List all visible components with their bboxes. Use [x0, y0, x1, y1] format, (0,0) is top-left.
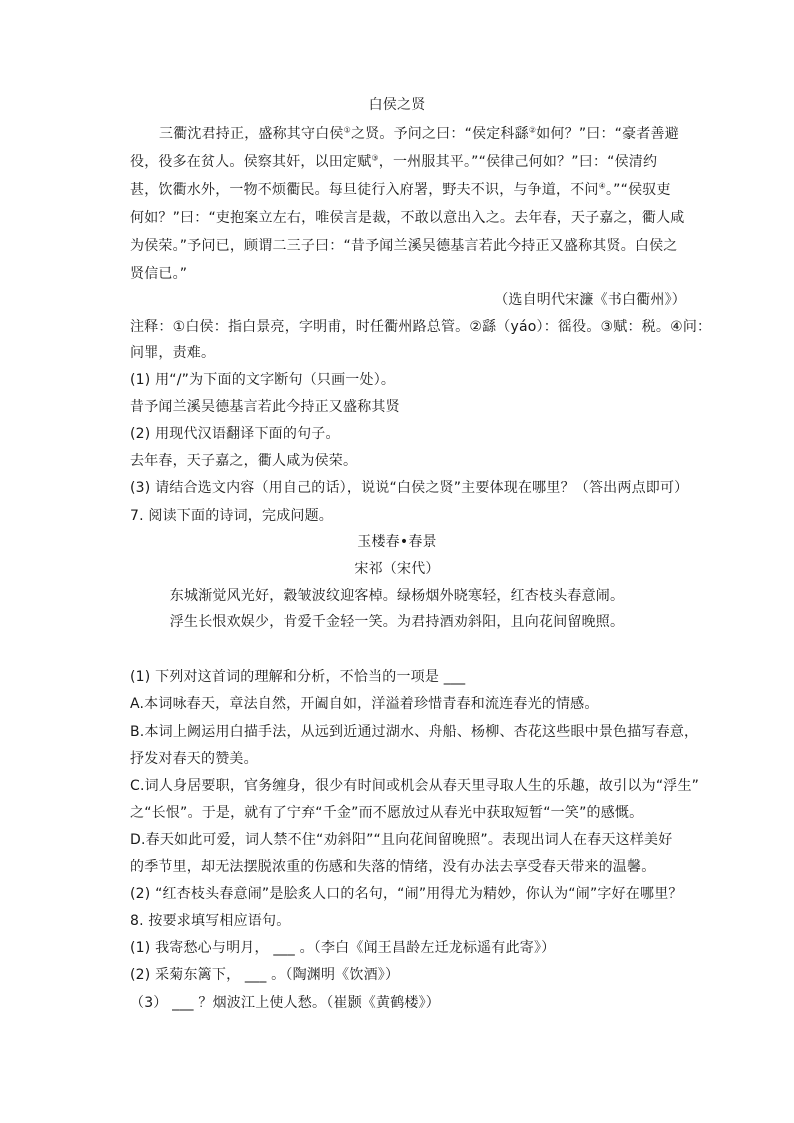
q7-option-b-cont: 抒发对春天的赞美。 — [130, 751, 258, 767]
q8-item-1: (1) 我寄愁心与明月， ___ 。（李白《闻王昌龄左迁龙标遥有此寄》） — [130, 940, 556, 956]
passage-line-3 — [130, 180, 671, 200]
q7-heading: 7. 阅读下面的诗词，完成问题。 — [130, 508, 334, 524]
poem-title: 玉楼春•春景 — [357, 534, 437, 550]
q7-option-c: C.词人身居要职，官务缠身，很少有时间或机会从春天里寻取人生的乐趣，故引以为“浮生” — [130, 778, 700, 794]
q7-sub1: (1) 下列对这首词的理解和分析，不恰当的一项是 ___ — [130, 669, 466, 685]
q8-item-2: (2) 采菊东篱下， ___ 。（陶渊明《饮酒》） — [130, 967, 400, 983]
text-span: 三衢沈君持正，盛称其守白侯 — [159, 126, 344, 142]
note-marker: ① — [343, 125, 351, 135]
q7-option-c-cont: 之“长恨”。于是，就有了宁弃“千金”而不愿放过从春光中获取短暂“一笑”的感慨。 — [130, 805, 644, 821]
q6-sub3: (3) 请结合选文内容（用自己的话），说说“白侯之贤”主要体现在哪里？（答出两点即可） — [130, 480, 689, 496]
q6-sub2-text: 去年春，天子嘉之，衢人咸为侯荣。 — [130, 453, 358, 469]
passage-line-5: 为侯荣。”予问已，顾谓二三子曰：“昔予闻兰溪吴德基言若此今持正又盛称其贤。白侯之 — [130, 238, 678, 254]
passage-line-6: 贤信已。” — [130, 266, 188, 282]
passage-title: 白侯之贤 — [368, 97, 426, 113]
passage-line-4: 何如？”曰：“吏抱案立左右，唯侯言是裁，不敢以意出入之。去年春，天子嘉之，衢人咸 — [130, 210, 685, 226]
note-marker: ③ — [371, 153, 379, 163]
note-marker: ② — [528, 125, 537, 135]
notes-line-2: 问罪，责难。 — [130, 345, 216, 361]
q8-item-3: （3） ___ ？烟波江上使人愁。（崔颢《黄鹤楼》） — [130, 995, 441, 1011]
text-span: 役，役多在贫人。侯察其奸，以田定赋 — [130, 154, 372, 170]
q7-option-b: B.本词上阙运用白描手法，从远到近通过湖水、舟船、杨柳、杏花这些眼中景色描写春意， — [130, 724, 699, 740]
poem-line-2: 浮生长恨欢娱少，肯爱千金轻一笑。为君持酒劝斜阳，且向花间留晚照。 — [169, 614, 625, 630]
text-span: 之贤。予问之曰：“侯定科繇 — [350, 126, 529, 142]
passage-source: （选自明代宋濂《书白衢州》） — [494, 292, 686, 308]
notes-line-1: 注释：①白侯：指白景亮，字明甫，时任衢州路总管。②繇（yáo）：徭役。③赋：税。④问： — [130, 319, 712, 335]
q7-option-d: D.春天如此可爱，词人禁不住“劝斜阳”“且向花间留晚照”。表现出词人在春天这样美好 — [130, 832, 673, 848]
text-span: ，一州服其平。”“侯律己何如？”曰：“侯清约 — [378, 154, 658, 170]
q6-sub1: (1) 用“/”为下面的文字断句（只画一处）。 — [130, 372, 396, 388]
passage-line-2 — [130, 152, 657, 172]
text-span: 。”“侯驭吏 — [605, 182, 671, 198]
q8-heading: 8. 按要求填写相应语句。 — [130, 913, 291, 929]
text-span: 甚，饮衢水外，一物不烦衢民。每旦徒行入府署，野夫不识，与争道，不问 — [130, 182, 599, 198]
poem-line-1: 东城渐觉风光好，縠皱波纹迎客棹。绿杨烟外晓寒轻，红杏枝头春意闹。 — [169, 588, 625, 604]
text-span: 如何？”曰：“豪者善避 — [536, 126, 679, 142]
poem-author: 宋祁（宋代） — [354, 561, 440, 577]
q6-sub2: (2) 用现代汉语翻译下面的句子。 — [130, 426, 340, 442]
passage-line-1 — [159, 124, 679, 144]
q7-option-a: A.本词咏春天，章法自然，开阖自如，洋溢着珍惜青春和流连春光的情感。 — [130, 696, 599, 712]
q7-sub2: (2) “红杏枝头春意闹”是脍炙人口的名句，“闹”用得尤为精妙，你认为“闹”字好在哪里？ — [130, 886, 683, 902]
q6-sub1-text: 昔予闻兰溪吴德基言若此今持正又盛称其贤 — [130, 399, 400, 415]
q7-option-d-cont: 的季节里，却无法摆脱浓重的伤感和失落的情绪，没有办法去享受春天带来的温馨。 — [130, 859, 656, 875]
note-marker: ④ — [598, 181, 606, 191]
